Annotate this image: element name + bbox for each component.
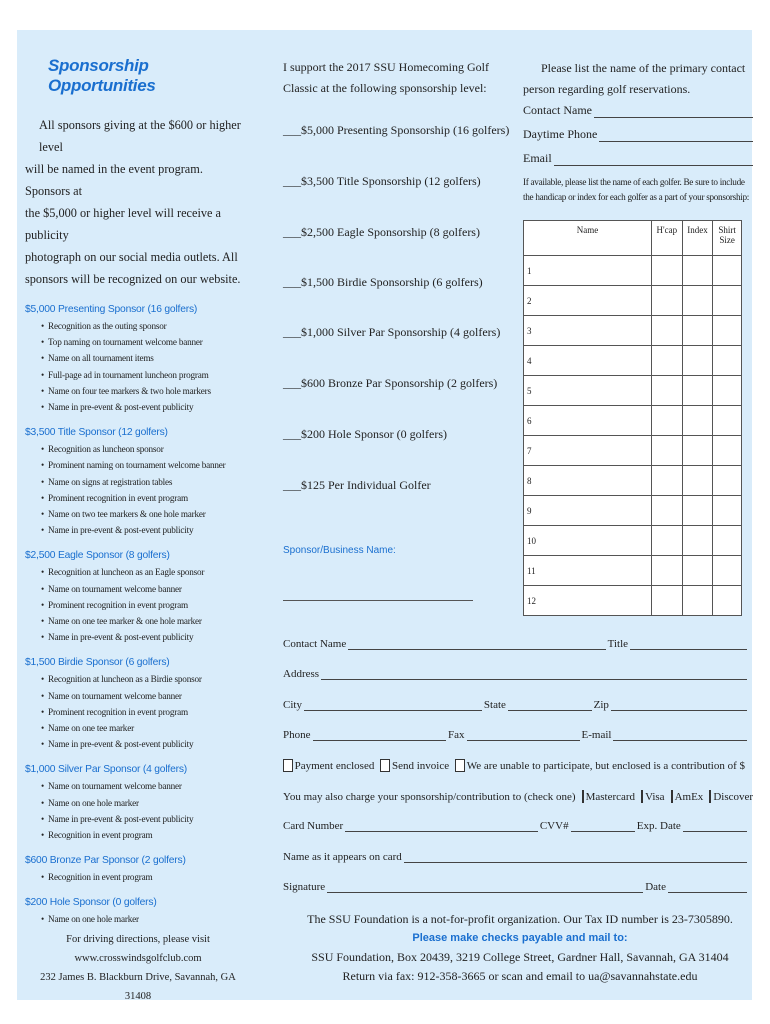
exp-date-field[interactable] <box>683 821 747 832</box>
intro-text: All sponsors giving at the $600 or higher level will be named in the event program. Sponsors at the $5,000 or higher level will receive a publicity photograph on our social media outlets. All sponsors will be recognized on our website. <box>25 118 241 286</box>
table-row <box>524 376 742 406</box>
hcap-cell[interactable] <box>651 496 682 526</box>
city-field[interactable] <box>304 700 482 711</box>
level-heading: $600 Bronze Par Sponsor (2 golfers) <box>25 855 186 867</box>
table-row <box>524 556 742 586</box>
page-title: Sponsorship Opportunities <box>48 56 156 95</box>
benefit-list <box>25 778 247 843</box>
benefit-item: • Name on two tee markers & one hole marker <box>41 506 247 522</box>
signature-row: Signature Date <box>283 881 749 893</box>
table-row <box>524 586 742 616</box>
table-row <box>524 286 742 316</box>
benefit-item: • Recognition at luncheon as a Birdie sponsor <box>41 671 247 687</box>
amex-checkbox[interactable] <box>671 790 673 803</box>
business-name-field[interactable] <box>283 600 473 601</box>
middle-column <box>283 30 515 630</box>
level-heading: $5,000 Presenting Sponsor (16 golfers) <box>25 304 198 315</box>
benefit-item: • Prominent naming on tournament welcome banner <box>41 457 247 473</box>
fax-field[interactable] <box>467 730 580 741</box>
golfer-number[interactable]: 1 <box>524 256 652 286</box>
benefit-item: • Prominent recognition in event program <box>41 704 247 720</box>
left-column <box>25 30 247 928</box>
daytime-phone-field[interactable] <box>599 130 753 142</box>
index-cell[interactable] <box>682 436 713 466</box>
benefit-item: • Name on one hole marker <box>41 911 247 927</box>
benefit-item: • Name on signs at registration tables <box>41 474 247 490</box>
sponsor-levels <box>25 304 247 928</box>
golfer-note: If available, please list the name of each golfer. Be sure to include the handicap or index for each golfer as a part of your sponsorship: <box>523 177 750 202</box>
option-individual[interactable]: ___$125 Per Individual Golfer <box>283 478 431 492</box>
benefit-list <box>25 671 247 752</box>
benefit-item: • Full-page ad in tournament luncheon program <box>41 367 247 383</box>
hcap-cell[interactable] <box>651 346 682 376</box>
benefit-item: • Name in pre-event & post-event publicity <box>41 399 247 415</box>
shirt-size-cell[interactable] <box>713 436 742 466</box>
table-row <box>524 256 742 286</box>
index-cell[interactable] <box>682 556 713 586</box>
hcap-cell[interactable] <box>651 316 682 346</box>
benefit-item: • Prominent recognition in event program <box>41 597 247 613</box>
index-cell[interactable] <box>682 286 713 316</box>
benefit-item: • Name in pre-event & post-event publicity <box>41 736 247 752</box>
index-cell[interactable] <box>682 496 713 526</box>
hcap-cell[interactable] <box>651 526 682 556</box>
option-silver-par[interactable]: ___$1,000 Silver Par Sponsorship (4 golfers) <box>283 325 501 339</box>
mastercard-checkbox[interactable] <box>582 790 584 803</box>
hcap-cell[interactable] <box>651 376 682 406</box>
email-field[interactable] <box>554 154 753 166</box>
golfer-number[interactable]: 11 <box>524 556 652 586</box>
shirt-size-cell[interactable] <box>713 406 742 436</box>
golfer-number[interactable]: 9 <box>524 496 652 526</box>
form-title-field[interactable] <box>630 639 747 650</box>
address-field[interactable] <box>321 669 747 680</box>
option-birdie[interactable]: ___$1,500 Birdie Sponsorship (6 golfers) <box>283 275 483 289</box>
level-heading: $1,000 Silver Par Sponsor (4 golfers) <box>25 764 188 776</box>
contact-title-row: Contact Name Title <box>283 638 749 650</box>
benefit-item: • Prominent recognition in event program <box>41 490 247 506</box>
level-heading: $2,500 Eagle Sponsor (8 golfers) <box>25 550 170 562</box>
footer: The SSU Foundation is a not-for-profit organization. Our Tax ID number is 23-7305890. Please make checks payable and mail to: SSU Foundation, Box 20439, 3219 College Street, Gardner Hall, Savannah, GA 31404 Return via fax: 912-358-3665 or scan and email to ua@savannahstate.edu <box>307 912 733 983</box>
table-row <box>524 466 742 496</box>
level-heading: $200 Hole Sponsor (0 golfers) <box>25 897 157 909</box>
hcap-cell[interactable] <box>651 436 682 466</box>
benefit-list <box>25 564 247 645</box>
state-field[interactable] <box>508 700 592 711</box>
option-bronze-par[interactable]: ___$600 Bronze Par Sponsorship (2 golfers) <box>283 376 498 390</box>
hcap-cell[interactable] <box>651 286 682 316</box>
col-hcap: H'cap <box>651 221 682 256</box>
index-cell[interactable] <box>682 466 713 496</box>
level-heading: $1,500 Birdie Sponsor (6 golfers) <box>25 657 170 669</box>
benefit-item: • Name on one tee marker <box>41 720 247 736</box>
contact-name-field[interactable] <box>594 106 753 118</box>
email-row: Email <box>523 151 753 166</box>
shirt-size-cell[interactable] <box>713 376 742 406</box>
name-on-card-row: Name as it appears on card <box>283 851 749 863</box>
card-number-row: Card Number CVV# Exp. Date <box>283 820 749 832</box>
hcap-cell[interactable] <box>651 556 682 586</box>
hcap-cell[interactable] <box>651 406 682 436</box>
golfer-number[interactable]: 10 <box>524 526 652 556</box>
city-state-zip-row: City State Zip <box>283 699 749 711</box>
benefit-item: • Name on tournament welcome banner <box>41 688 247 704</box>
brochure-panel <box>17 30 752 1000</box>
benefit-item: • Name on one tee marker & one hole marker <box>41 613 247 629</box>
unable-checkbox[interactable] <box>455 759 465 772</box>
benefit-list <box>25 441 247 538</box>
shirt-size-cell[interactable] <box>713 466 742 496</box>
form-email-field[interactable] <box>613 730 747 741</box>
shirt-size-cell[interactable] <box>713 286 742 316</box>
name-on-card-field[interactable] <box>404 852 747 863</box>
shirt-size-cell[interactable] <box>713 256 742 286</box>
signature-field[interactable] <box>327 882 643 893</box>
benefit-item: • Recognition at luncheon as an Eagle sponsor <box>41 564 247 580</box>
option-hole[interactable]: ___$200 Hole Sponsor (0 golfers) <box>283 427 447 441</box>
benefit-item: • Name in pre-event & post-event publicity <box>41 522 247 538</box>
level-heading: $3,500 Title Sponsor (12 golfers) <box>25 427 168 439</box>
benefit-list <box>25 318 247 415</box>
shirt-size-cell[interactable] <box>713 526 742 556</box>
option-eagle[interactable]: ___$2,500 Eagle Sponsorship (8 golfers) <box>283 225 480 239</box>
benefit-item: • Name on four tee markers & two hole markers <box>41 383 247 399</box>
table-row <box>524 436 742 466</box>
golfer-number[interactable]: 2 <box>524 286 652 316</box>
visa-checkbox[interactable] <box>641 790 643 803</box>
hcap-cell[interactable] <box>651 256 682 286</box>
shirt-size-cell[interactable] <box>713 496 742 526</box>
form-contact-name-field[interactable] <box>348 639 605 650</box>
golfer-number[interactable]: 6 <box>524 406 652 436</box>
cvv-field[interactable] <box>571 821 635 832</box>
discover-checkbox[interactable] <box>709 790 711 803</box>
date-field[interactable] <box>668 882 747 893</box>
contact-intro: Please list the name of the primary contact person regarding golf reservations. <box>523 61 746 96</box>
benefit-item: • Name on tournament welcome banner <box>41 778 247 794</box>
business-name-label: Sponsor/Business Name: <box>283 545 396 556</box>
table-row <box>524 406 742 436</box>
daytime-phone-row: Daytime Phone <box>523 127 753 142</box>
contact-name-row: Contact Name <box>523 103 753 118</box>
index-cell[interactable] <box>682 586 713 616</box>
support-text: I support the 2017 SSU Homecoming Golf Classic at the following sponsorship level: <box>283 60 489 95</box>
right-column <box>523 30 753 630</box>
index-cell[interactable] <box>682 256 713 286</box>
benefit-item: • Recognition in event program <box>41 869 247 885</box>
card-type-row: You may also charge your sponsorship/contribution to (check one) Mastercard Visa AmEx Discover <box>283 791 754 803</box>
benefit-item: • Recognition as luncheon sponsor <box>41 441 247 457</box>
benefit-item: • Recognition in event program <box>41 827 247 843</box>
payment-row: Payment enclosed Send invoice We are unable to participate, but enclosed is a contribution of $ <box>283 759 749 772</box>
col-index: Index <box>682 221 713 256</box>
benefit-item: • Name on all tournament items <box>41 350 247 366</box>
hcap-cell[interactable] <box>651 466 682 496</box>
benefit-item: • Name in pre-event & post-event publicity <box>41 629 247 645</box>
hcap-cell[interactable] <box>651 586 682 616</box>
benefit-item: • Recognition as the outing sponsor <box>41 318 247 334</box>
shirt-size-cell[interactable] <box>713 556 742 586</box>
benefit-item: • Name in pre-event & post-event publicity <box>41 811 247 827</box>
golfer-number[interactable]: 3 <box>524 316 652 346</box>
benefit-item: • Name on one hole marker <box>41 795 247 811</box>
golfer-number[interactable]: 8 <box>524 466 652 496</box>
option-title[interactable]: ___$3,500 Title Sponsorship (12 golfers) <box>283 174 481 188</box>
table-row <box>524 496 742 526</box>
card-number-field[interactable] <box>345 821 538 832</box>
index-cell[interactable] <box>682 316 713 346</box>
index-cell[interactable] <box>682 406 713 436</box>
option-presenting[interactable]: ___$5,000 Presenting Sponsorship (16 golfers) <box>283 123 510 137</box>
zip-field[interactable] <box>611 700 747 711</box>
golfer-number[interactable]: 12 <box>524 586 652 616</box>
golfer-table <box>523 220 742 616</box>
index-cell[interactable] <box>682 526 713 556</box>
col-shirt-size: Shirt Size <box>713 221 742 256</box>
send-invoice-checkbox[interactable] <box>380 759 390 772</box>
index-cell[interactable] <box>682 376 713 406</box>
payment-enclosed-checkbox[interactable] <box>283 759 293 772</box>
shirt-size-cell[interactable] <box>713 346 742 376</box>
benefit-list <box>25 911 247 927</box>
phone-field[interactable] <box>313 730 447 741</box>
driving-directions: For driving directions, please visit www.crosswindsgolfclub.com 232 James B. Blackburn Drive, Savannah, GA 31408 <box>40 934 236 1002</box>
golfer-number[interactable]: 5 <box>524 376 652 406</box>
shirt-size-cell[interactable] <box>713 586 742 616</box>
table-row <box>524 526 742 556</box>
golfer-number[interactable]: 4 <box>524 346 652 376</box>
index-cell[interactable] <box>682 346 713 376</box>
benefit-item: • Top naming on tournament welcome banner <box>41 334 247 350</box>
benefit-list <box>25 869 247 885</box>
benefit-item: • Name on tournament welcome banner <box>41 581 247 597</box>
col-name: Name <box>524 221 652 256</box>
table-row <box>524 346 742 376</box>
table-row <box>524 316 742 346</box>
phone-fax-email-row: Phone Fax E-mail <box>283 729 749 741</box>
address-row: Address <box>283 668 749 680</box>
golfer-number[interactable]: 7 <box>524 436 652 466</box>
shirt-size-cell[interactable] <box>713 316 742 346</box>
